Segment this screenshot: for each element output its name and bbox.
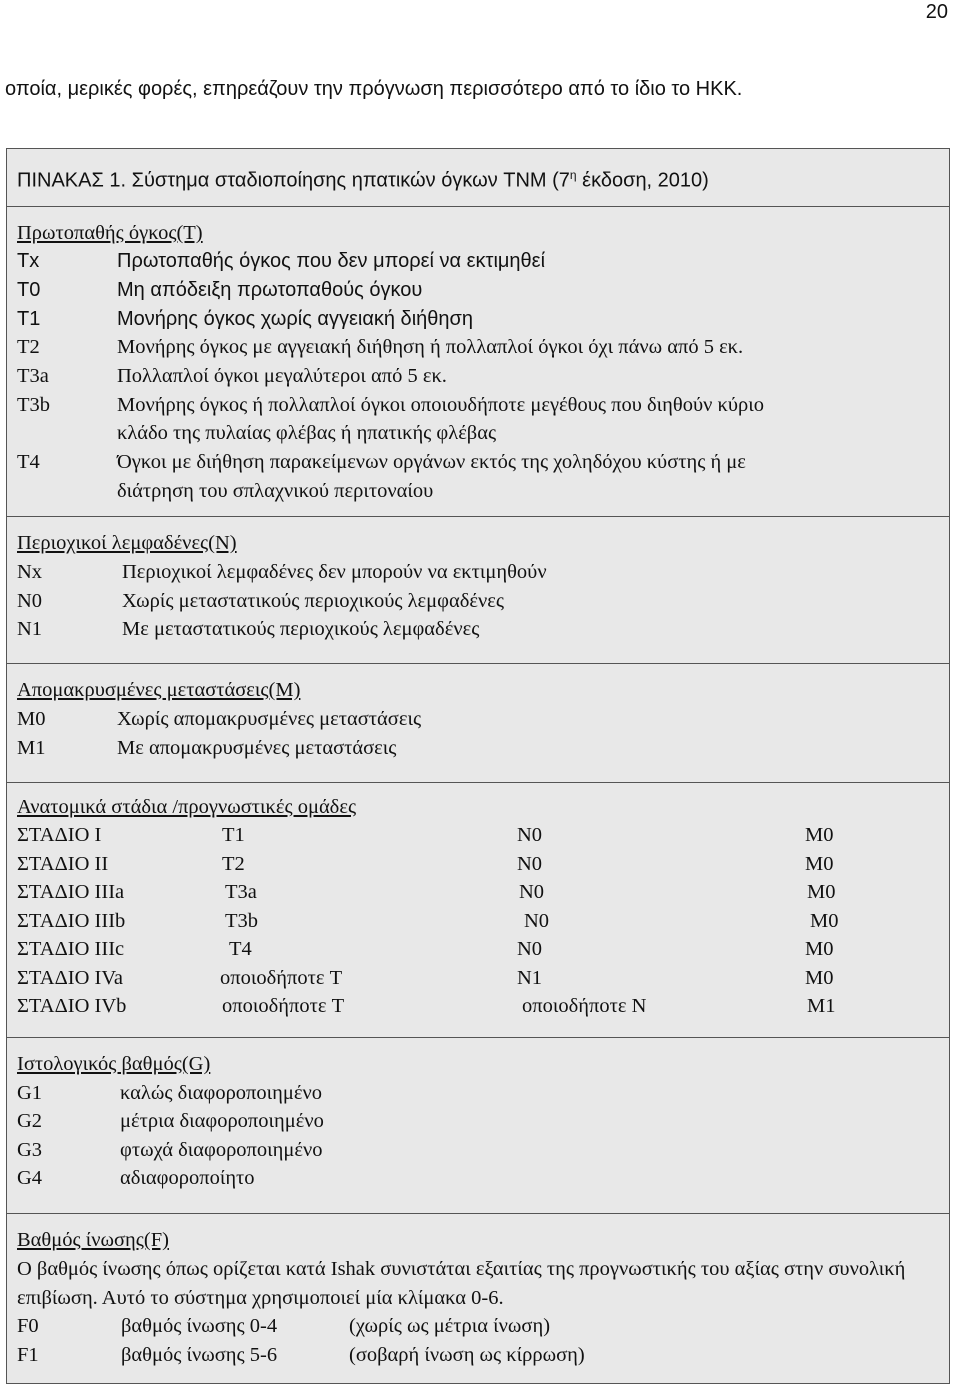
section-heading: Πρωτοπαθής όγκος(T) [17, 222, 203, 244]
regional-nodes-section: Περιοχικοί λεμφαδένες(Ν) Nx Περιοχικοί λεμφαδένες δεν μπορούν να εκτιμηθούν N0 Χωρίς μεταστατικούς περιοχικούς λεμφαδένες N1 Με μεταστατικούς περιοχικούς λεμφαδένες [7, 516, 949, 663]
section-heading: Περιοχικοί λεμφαδένες(Ν) [17, 532, 237, 554]
section-heading: Ανατομικά στάδια /προγνωστικές ομάδες [17, 796, 357, 818]
table-caption: ΠΙΝΑΚΑΣ 1. Σύστημα σταδιοποίησης ηπατικών όγκων TNM ($7^\eta$ έκδοση, 2010) [17, 168, 709, 192]
section-heading: Ιστολογικός βαθμός(G) [17, 1053, 211, 1075]
page-number: 20 [925, 1, 948, 23]
section-heading: Βαθμός ίνωσης(F) [17, 1229, 169, 1251]
fibrosis-paragraph: Ο βαθμός ίνωσης όπως ορίζεται κατά Ishak συνιστάται εξαιτίας της προγνωστικής του αξίας στην συνολική επιβίωση. Αυτό το σύστημα χρησιμοποιεί μία κλίμακα 0-6. [17, 1258, 906, 1309]
table-caption-row [7, 149, 949, 206]
distant-metastasis-section: Απομακρυσμένες μεταστάσεις(Μ) M0 Χωρίς απομακρυσμένες μεταστάσεις M1 Με απομακρυσμένες μεταστάσεις [7, 663, 949, 782]
primary-tumor-section: Πρωτοπαθής όγκος(T) Tx Πρωτοπαθής όγκος που δεν μπορεί να εκτιμηθεί T0 Μη απόδειξη πρωτοπαθούς όγκου T1 Μονήρης όγκος χωρίς αγγειακή διήθηση T2 Μονήρης όγκος με αγγειακή διήθηση ή πολλαπλοί όγκοι όχι πάνω από 5 εκ. T3a Πολλαπλοί όγκοι μεγαλύτεροι από 5 εκ. T3b Μονήρης όγκος ή πολλαπλοί όγκοι οποιουδήποτε μεγέθους που διηθούν κύριο κλάδο της πυλαίας φλέβας ή ηπατικής φλέβας T4 Όγκοι με διήθηση παρακείμενων οργάνων εκτός της χοληδόχου κύστης ή με διάτρηση του σπλαχνικού περιτοναίου [7, 206, 949, 516]
grade-section: Ιστολογικός βαθμός(G) G1 καλώς διαφοροποιημένο G2 μέτρια διαφοροποιημένο G3 φτωχά διαφοροποιημένο G4 αδιαφοροποίητο [7, 1037, 949, 1213]
intro-text: οποία, μερικές φορές, επηρεάζουν την πρόγνωση περισσότερο από το ίδιο το ΗΚΚ. [5, 78, 743, 100]
tnm-table [6, 148, 950, 1384]
fibrosis-section: Βαθμός ίνωσης(F) Ο βαθμός ίνωσης όπως ορίζεται κατά Ishak συνιστάται εξαιτίας της προγνωστικής του αξίας στην συνολική επιβίωση. Αυτό το σύστημα χρησιμοποιεί μία κλίμακα 0-6. F0 βαθμός ίνωσης 0-4 (χωρίς ως μέτρια ίνωση) F1 βαθμός ίνωσης 5-6 (σοβαρή ίνωση ως κίρρωση) [7, 1213, 949, 1383]
section-heading: Απομακρυσμένες μεταστάσεις(Μ) [17, 679, 301, 701]
stages-section: Ανατομικά στάδια /προγνωστικές ομάδες ΣΤΑΔΙΟ I T1 N0 M0 ΣΤΑΔΙΟ II T2 N0 M0 ΣΤΑΔΙΟ IIIa T3a N0 M0 ΣΤΑΔΙΟ IIIb T3b N0 M0 ΣΤΑΔΙΟ IIIc T4 N0 M0 ΣΤΑΔΙΟ IVa οποιοδήποτε T N1 M0 ΣΤΑΔΙΟ IVb οποιοδήποτε T οποιοδήποτε Ν M1 [7, 782, 949, 1037]
